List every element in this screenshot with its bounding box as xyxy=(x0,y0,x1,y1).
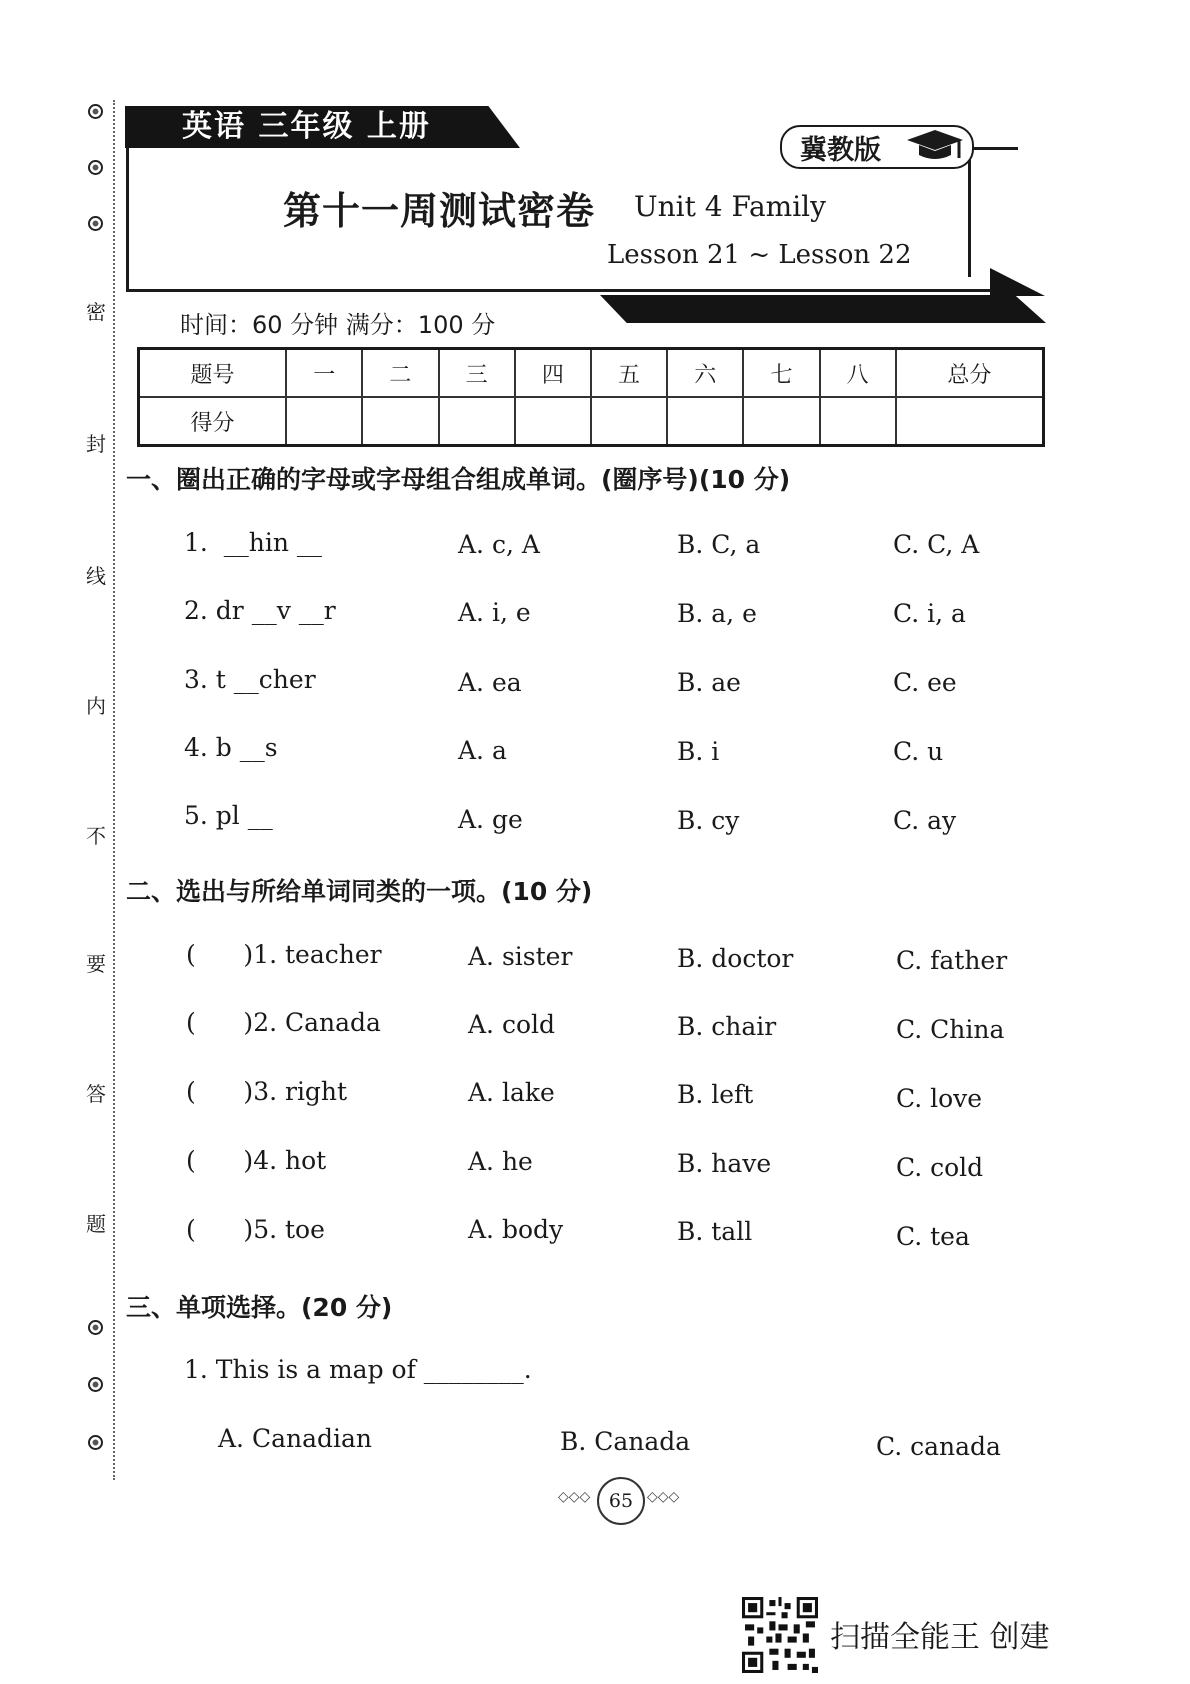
score-cell: 二 xyxy=(362,349,438,398)
score-input-cell[interactable] xyxy=(515,397,591,446)
score-input-cell[interactable] xyxy=(362,397,438,446)
score-cell: 七 xyxy=(743,349,819,398)
header-frame-edge xyxy=(968,147,971,277)
page-title: 第十一周测试密卷 xyxy=(283,189,596,233)
score-input-cell[interactable] xyxy=(896,397,1044,446)
margin-char: 线 xyxy=(86,564,106,588)
score-table-score-row xyxy=(139,397,1044,446)
score-input-cell[interactable] xyxy=(820,397,896,446)
option-c[interactable]: C. canada xyxy=(876,1432,1001,1461)
margin-char: 密 xyxy=(86,300,106,324)
question-stem: ( )1. teacher xyxy=(186,940,382,969)
option-c[interactable]: C. i, a xyxy=(893,599,966,628)
question-stem: 4. b __s xyxy=(184,733,278,762)
option-a[interactable]: A. ea xyxy=(458,668,522,697)
score-cell: 得分 xyxy=(139,397,287,446)
unit-title: Unit 4 Family xyxy=(634,190,826,223)
qr-code-icon xyxy=(742,1597,818,1673)
binding-hole xyxy=(88,160,103,175)
score-input-cell[interactable] xyxy=(439,397,515,446)
page-number: 65 xyxy=(597,1477,645,1525)
score-table-header-row xyxy=(139,349,1044,398)
score-cell: 五 xyxy=(591,349,667,398)
option-b[interactable]: B. chair xyxy=(677,1012,777,1041)
binding-hole xyxy=(88,104,103,119)
binding-hole xyxy=(88,216,103,231)
time-score-info: 时间：60 分钟 满分：100 分 xyxy=(180,311,496,339)
binding-dotted-line xyxy=(113,100,115,1480)
option-b[interactable]: B. cy xyxy=(677,806,740,835)
binding-hole xyxy=(88,1435,103,1450)
score-input-cell[interactable] xyxy=(667,397,743,446)
option-b[interactable]: B. i xyxy=(677,737,720,766)
question-stem: 1. __hin __ xyxy=(184,528,322,557)
section-heading: 三、单项选择。(20 分) xyxy=(126,1293,393,1322)
option-a[interactable]: A. Canadian xyxy=(218,1424,372,1453)
binding-hole xyxy=(88,1377,103,1392)
option-b[interactable]: B. C, a xyxy=(677,530,761,559)
option-a[interactable]: A. c, A xyxy=(458,530,540,559)
option-a[interactable]: A. body xyxy=(468,1215,564,1244)
option-c[interactable]: C. ee xyxy=(893,668,957,697)
margin-char: 答 xyxy=(86,1082,106,1106)
option-c[interactable]: C. tea xyxy=(896,1222,970,1251)
option-b[interactable]: B. left xyxy=(677,1080,754,1109)
margin-char: 不 xyxy=(86,824,106,848)
score-cell: 总分 xyxy=(896,349,1044,398)
option-a[interactable]: A. a xyxy=(458,736,507,765)
question-stem: ( )2. Canada xyxy=(186,1008,381,1037)
option-c[interactable]: C. ay xyxy=(893,806,957,835)
option-b[interactable]: B. have xyxy=(677,1149,772,1178)
option-a[interactable]: A. ge xyxy=(458,805,523,834)
option-c[interactable]: C. C, A xyxy=(893,530,980,559)
page-number-decoration: ◇◇◇ xyxy=(558,1489,591,1505)
option-b[interactable]: B. a, e xyxy=(677,599,757,628)
score-cell: 四 xyxy=(515,349,591,398)
question-stem: 2. dr __v __r xyxy=(184,596,336,625)
header-tab-label: 英语 三年级 上册 xyxy=(182,109,431,144)
header-arrow-decoration xyxy=(990,268,1045,296)
option-c[interactable]: C. cold xyxy=(896,1153,984,1182)
question-stem: ( )4. hot xyxy=(186,1146,327,1175)
header-bottom-band xyxy=(600,295,1046,323)
question-stem: 5. pl __ xyxy=(184,801,273,830)
score-cell: 八 xyxy=(820,349,896,398)
score-cell: 六 xyxy=(667,349,743,398)
option-c[interactable]: C. China xyxy=(896,1015,1005,1044)
score-input-cell[interactable] xyxy=(743,397,819,446)
option-c[interactable]: C. u xyxy=(893,737,944,766)
header-frame-edge xyxy=(968,147,1018,150)
option-b[interactable]: B. doctor xyxy=(677,944,794,973)
score-cell: 一 xyxy=(286,349,362,398)
graduation-cap-icon xyxy=(905,128,965,164)
margin-char: 内 xyxy=(86,694,106,718)
option-a[interactable]: A. i, e xyxy=(458,598,531,627)
option-c[interactable]: C. love xyxy=(896,1084,983,1113)
edition-badge-label: 冀教版 xyxy=(800,135,881,166)
option-b[interactable]: B. ae xyxy=(677,668,741,697)
margin-char: 题 xyxy=(86,1212,106,1236)
binding-hole xyxy=(88,1320,103,1335)
option-a[interactable]: A. cold xyxy=(468,1010,555,1039)
question-stem: ( )5. toe xyxy=(186,1215,325,1244)
option-a[interactable]: A. sister xyxy=(468,942,573,971)
question-stem: 1. This is a map of ________. xyxy=(184,1355,532,1384)
option-a[interactable]: A. he xyxy=(468,1147,533,1176)
margin-char: 封 xyxy=(86,432,106,456)
page-number-decoration: ◇◇◇ xyxy=(647,1489,680,1505)
footer-caption: 扫描全能王 创建 xyxy=(830,1620,1050,1655)
score-input-cell[interactable] xyxy=(591,397,667,446)
question-stem: 3. t __cher xyxy=(184,665,316,694)
score-table xyxy=(137,347,1045,447)
section-heading: 二、选出与所给单词同类的一项。(10 分) xyxy=(126,877,593,906)
option-c[interactable]: C. father xyxy=(896,946,1008,975)
score-cell: 题号 xyxy=(139,349,287,398)
score-cell: 三 xyxy=(439,349,515,398)
option-b[interactable]: B. Canada xyxy=(560,1427,691,1456)
lesson-range: Lesson 21 ~ Lesson 22 xyxy=(607,240,912,270)
option-b[interactable]: B. tall xyxy=(677,1217,753,1246)
score-input-cell[interactable] xyxy=(286,397,362,446)
option-a[interactable]: A. lake xyxy=(468,1078,555,1107)
margin-char: 要 xyxy=(86,952,106,976)
question-stem: ( )3. right xyxy=(186,1077,348,1106)
section-heading: 一、圈出正确的字母或字母组合组成单词。(圈序号)(10 分) xyxy=(126,465,791,494)
